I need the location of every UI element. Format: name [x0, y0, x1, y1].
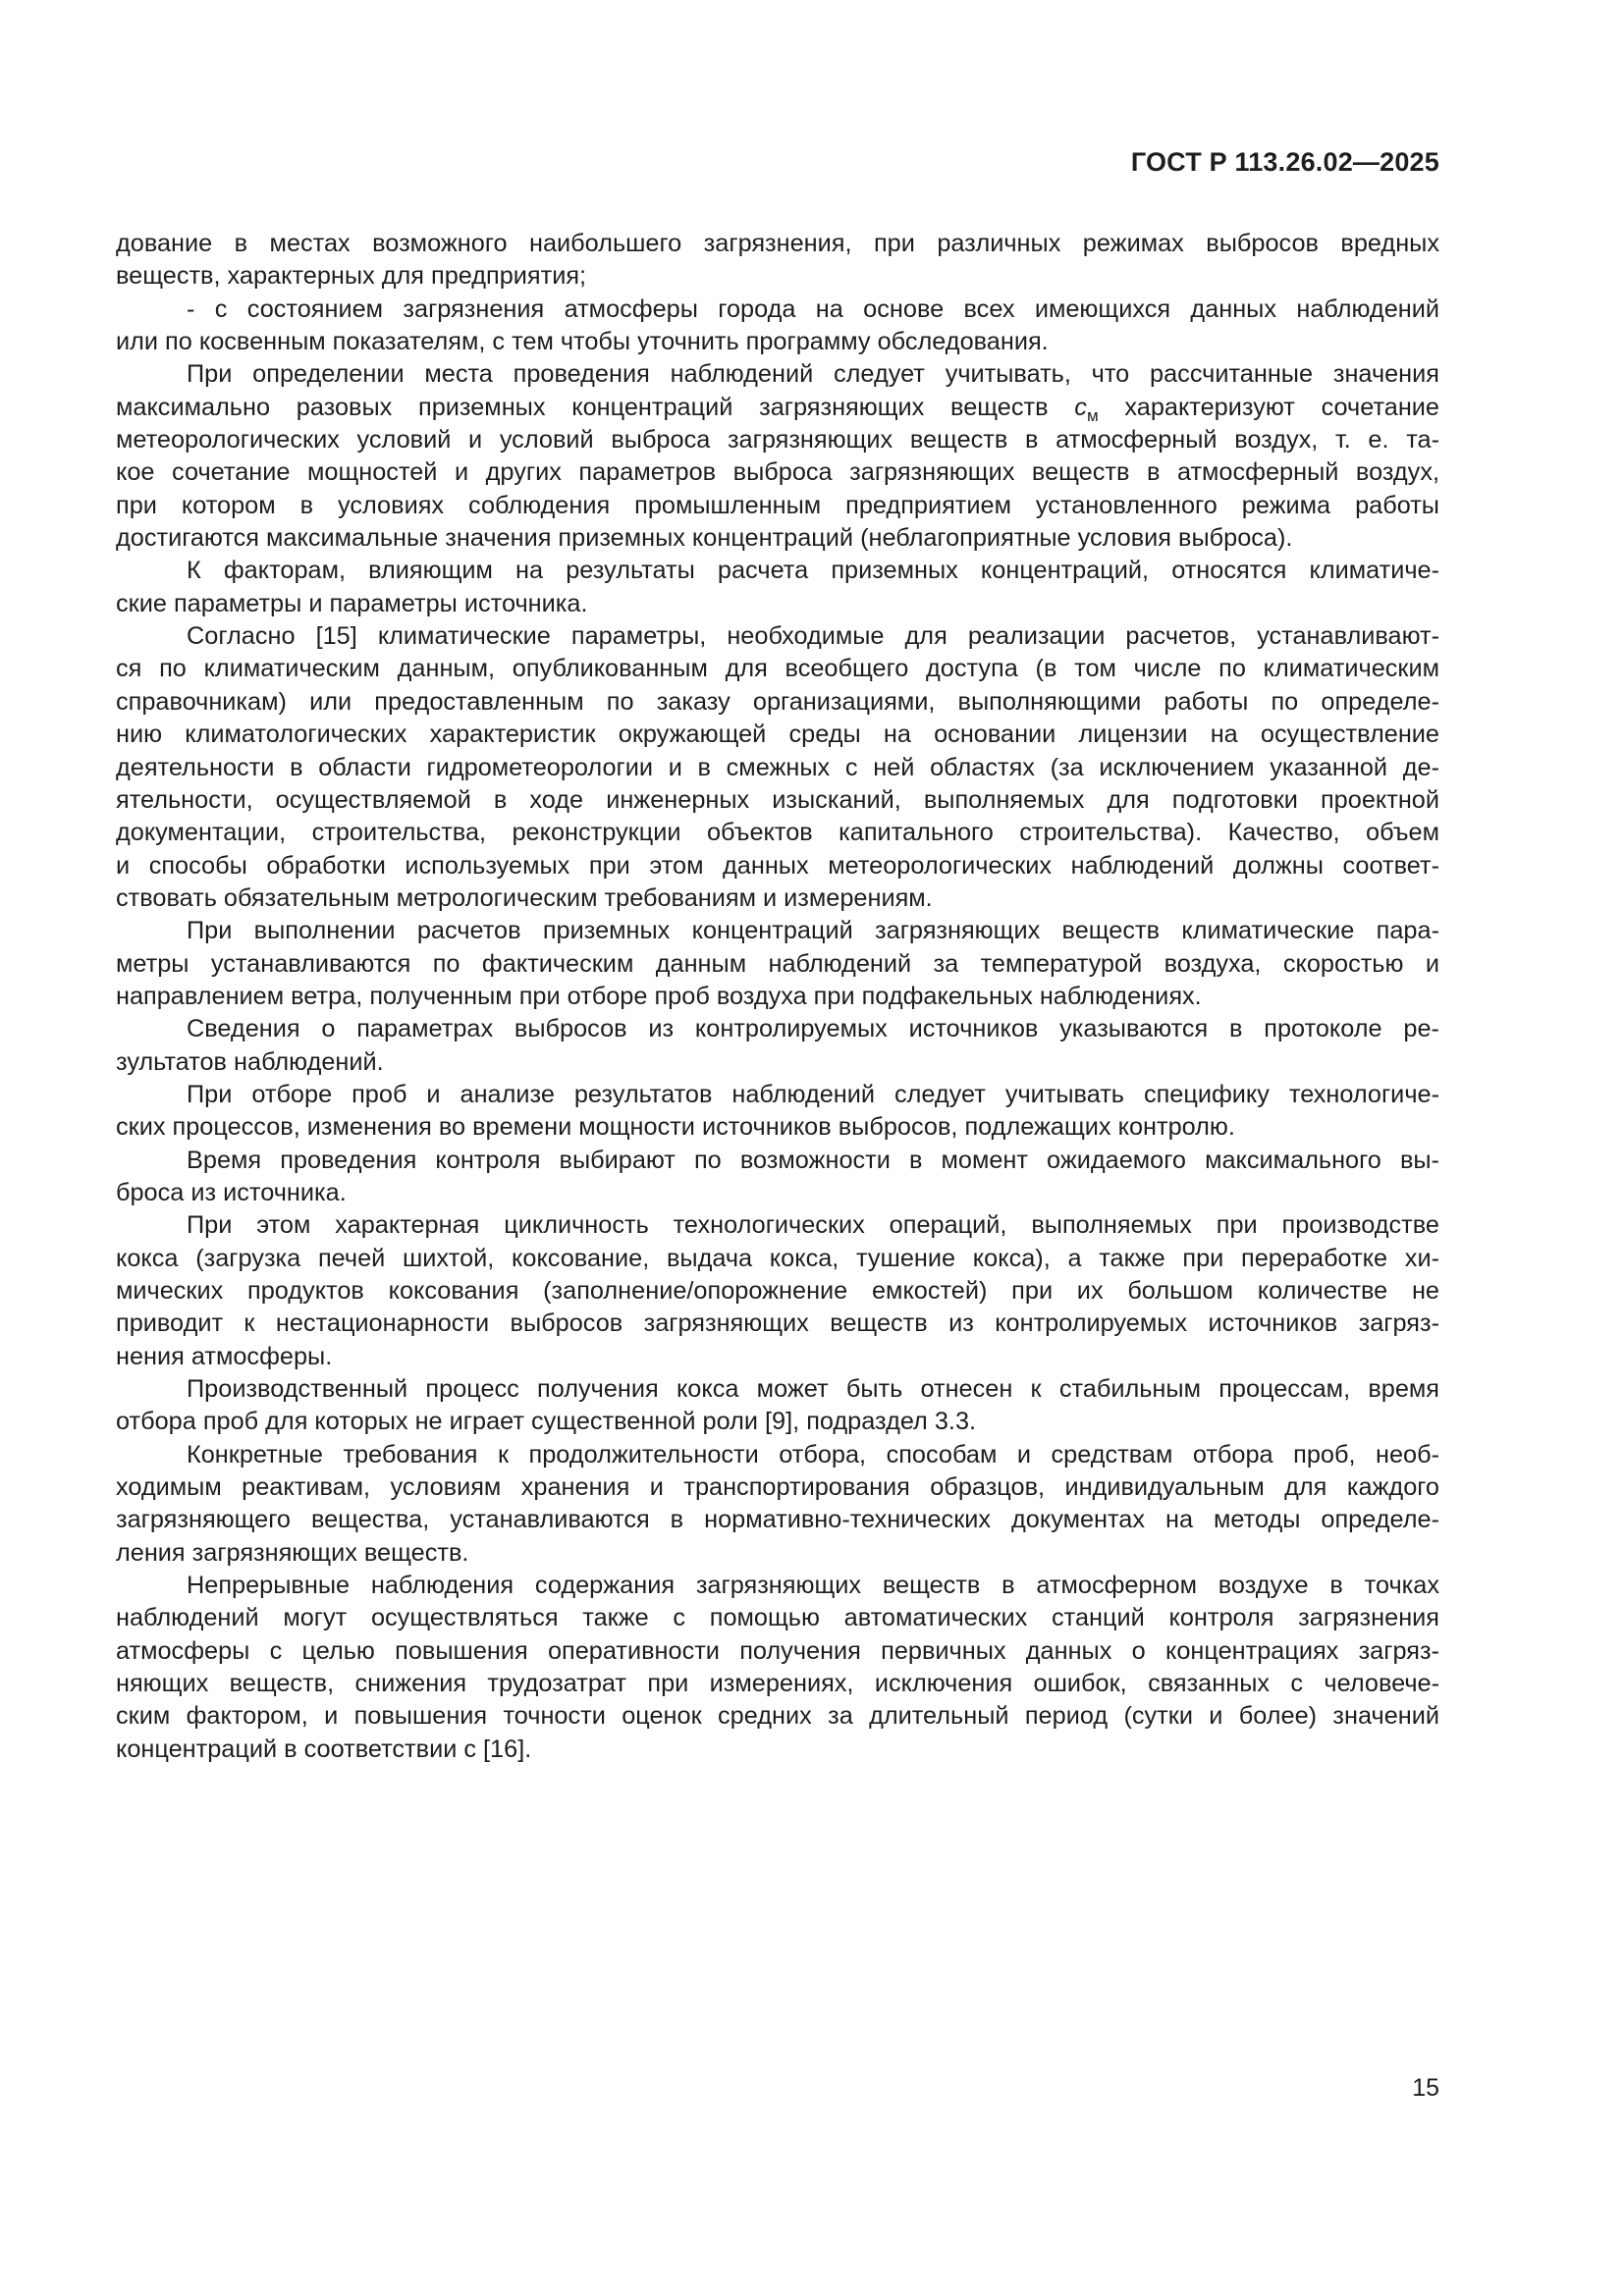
line-text: при котором в условиях соблюдения промышленным предприятием установленного режима работы — [116, 491, 1439, 519]
text-line — [116, 1635, 1439, 1668]
line-text: ским фактором, и повышения точности оценок средних за длительный период (сутки и более) значений — [116, 1702, 1439, 1731]
line-text: ятельности, осуществляемой в ходе инженерных изысканий, выполняемых для подготовки проектной — [116, 785, 1439, 814]
text-line — [116, 294, 1439, 326]
line-text: загрязняющего вещества, устанавливаются в нормативно-технических документах на методы определе- — [116, 1506, 1439, 1534]
body-text — [116, 228, 1439, 1766]
text-line — [116, 555, 1439, 587]
line-text: ствовать обязательным метрологическим требованиям и измерениям. — [116, 883, 933, 912]
line-text: ские параметры и параметры источника. — [116, 589, 588, 617]
paragraph — [116, 915, 1439, 1013]
line-text: концентраций в соответствии с [16]. — [116, 1735, 532, 1763]
line-text: и способы обработки используемых при этом данных метеорологических наблюдений должны соответ- — [116, 851, 1439, 880]
text-line — [116, 752, 1439, 784]
line-text: При этом характерная цикличность технологических операций, выполняемых при производстве — [187, 1211, 1439, 1240]
line-text: или по косвенным показателям, с тем чтобы уточнить программу обследования. — [116, 328, 1049, 356]
line-text: ходимым реактивам, условиям хранения и транспортирования образцов, индивидуальным для каждого — [116, 1473, 1439, 1502]
line-text: К факторам, влияющим на результаты расчета приземных концентраций, относятся климатиче- — [187, 557, 1439, 585]
paragraph — [116, 228, 1439, 294]
text-line — [116, 1373, 1439, 1406]
text-line — [116, 1406, 1439, 1438]
line-text: мических продуктов коксования (заполнение/опорожнение емкостей) при их большом количестве не — [116, 1277, 1439, 1305]
paragraph — [116, 1209, 1439, 1373]
line-text: метеорологических условий и условий выброса загрязняющих веществ в атмосферный воздух, т. е. та- — [116, 426, 1439, 454]
text-line — [116, 358, 1439, 391]
line-text: При выполнении расчетов приземных концентраций загрязняющих веществ климатические пара- — [187, 917, 1439, 945]
text-line — [116, 1046, 1439, 1079]
text-line — [116, 392, 1439, 424]
line-text: достигаются максимальные значения приземных концентраций (неблагоприятные условия выброса). — [116, 524, 1293, 553]
line-text: нения атмосферы. — [116, 1342, 333, 1370]
line-text: При отборе проб и анализе результатов наблюдений следует учитывать специфику технологиче- — [187, 1080, 1439, 1108]
text-line — [116, 948, 1439, 981]
text-line — [116, 1275, 1439, 1308]
text-line — [116, 1504, 1439, 1536]
line-text: Конкретные требования к продолжительности отбора, способам и средствам отбора проб, необ- — [187, 1440, 1439, 1468]
line-text: дование в местах возможного наибольшего загрязнения, при различных режимах выбросов вредных — [116, 230, 1439, 257]
line-text: характеризуют сочетание — [1098, 393, 1439, 421]
text-line — [116, 1177, 1439, 1209]
text-line — [116, 1013, 1439, 1045]
text-line — [116, 981, 1439, 1013]
line-text: максимально разовых приземных концентраций загрязняющих веществ — [116, 393, 1075, 421]
line-text: приводит к нестационарности выбросов загрязняющих веществ из контролируемых источников загряз- — [116, 1309, 1439, 1338]
text-line — [116, 1668, 1439, 1700]
text-line — [116, 784, 1439, 817]
paragraph — [116, 1439, 1439, 1570]
text-line — [116, 1209, 1439, 1242]
text-line — [116, 490, 1439, 522]
line-text: кокса (загрузка печей шихтой, коксование, выдача кокса, тушение кокса), а также при переработке хи- — [116, 1244, 1439, 1272]
text-line — [116, 228, 1439, 260]
line-text: ся по климатическим данным, опубликованным для всеобщего доступа (в том числе по климатическим — [116, 655, 1439, 683]
text-line — [116, 1111, 1439, 1144]
variable-symbol: c — [1074, 393, 1087, 421]
line-text: справочникам) или предоставленным по заказу организациями, выполняющими работы по определе- — [116, 687, 1439, 716]
text-line — [116, 456, 1439, 489]
line-text: Время проведения контроля выбирают по возможности в момент ожидаемого максимального вы- — [187, 1146, 1439, 1174]
line-text: атмосферы с целью повышения оперативности получения первичных данных о концентрациях загряз- — [116, 1636, 1439, 1665]
text-line — [116, 1145, 1439, 1177]
line-text: Сведения о параметрах выбросов из контролируемых источников указываются в протоколе ре- — [187, 1015, 1439, 1043]
line-text: документации, строительства, реконструкции объектов капитального строительства). Качество, объем — [116, 819, 1439, 847]
text-line — [116, 1734, 1439, 1766]
text-line — [116, 1243, 1439, 1275]
text-line — [116, 915, 1439, 947]
line-text: Согласно [15] климатические параметры, необходимые для реализации расчетов, устанавливают- — [187, 622, 1439, 651]
text-line — [116, 424, 1439, 456]
line-text: Непрерывные наблюдения содержания загрязняющих веществ в атмосферном воздухе в точках — [187, 1572, 1439, 1600]
paragraph — [116, 358, 1439, 555]
text-line — [116, 1471, 1439, 1504]
line-text: При определении места проведения наблюдений следует учитывать, что рассчитанные значения — [187, 360, 1439, 389]
text-line — [116, 719, 1439, 751]
text-line — [116, 326, 1439, 358]
text-line — [116, 817, 1439, 849]
text-line — [116, 1602, 1439, 1634]
paragraph — [116, 1013, 1439, 1079]
paragraph — [116, 1570, 1439, 1766]
line-text: кое сочетание мощностей и других параметров выброса загрязняющих веществ в атмосферный воздух, — [116, 458, 1439, 487]
line-text: деятельности в области гидрометеорологии и в смежных с ней областях (за исключением указанной де- — [116, 753, 1439, 781]
paragraph — [116, 620, 1439, 915]
line-text: Производственный процесс получения кокса может быть отнесен к стабильным процессам, время — [187, 1375, 1439, 1404]
line-text: - с состоянием загрязнения атмосферы города на основе всех имеющихся данных наблюдений — [187, 294, 1439, 323]
text-line — [116, 1570, 1439, 1602]
text-line — [116, 1341, 1439, 1373]
text-line — [116, 1537, 1439, 1570]
paragraph — [116, 294, 1439, 359]
text-line — [116, 260, 1439, 293]
text-line — [116, 1700, 1439, 1733]
line-text: ления загрязняющих веществ. — [116, 1538, 469, 1567]
variable-subscript: м — [1086, 405, 1099, 425]
text-line — [116, 686, 1439, 719]
line-text: зультатов наблюдений. — [116, 1047, 384, 1076]
text-line — [116, 588, 1439, 620]
paragraph — [116, 1373, 1439, 1439]
text-line — [116, 1439, 1439, 1471]
text-line — [116, 1079, 1439, 1111]
line-text: ских процессов, изменения во времени мощности источников выбросов, подлежащих контролю. — [116, 1113, 1235, 1142]
line-text: наблюдений могут осуществляться также с помощью автоматических станций контроля загрязнения — [116, 1604, 1439, 1632]
paragraph — [116, 1079, 1439, 1145]
page-number: 15 — [1412, 2074, 1439, 2102]
line-text: веществ, характерных для предприятия; — [116, 262, 587, 291]
text-line — [116, 522, 1439, 555]
line-text: нию климатологических характеристик окружающей среды на основании лицензии на осуществление — [116, 721, 1439, 749]
line-text: броса из источника. — [116, 1178, 347, 1206]
line-text: метры устанавливаются по фактическим данным наблюдений за температурой воздуха, скоростью и — [116, 949, 1439, 978]
document-header-id: ГОСТ Р 113.26.02—2025 — [1130, 147, 1439, 177]
text-line — [116, 653, 1439, 685]
line-text: направлением ветра, полученным при отборе проб воздуха при подфакельных наблюдениях. — [116, 982, 1202, 1010]
text-line — [116, 882, 1439, 915]
text-line — [116, 620, 1439, 653]
line-text: отбора проб для которых не играет существенной роли [9], подраздел 3.3. — [116, 1408, 977, 1436]
line-text: няющих веществ, снижения трудозатрат при измерениях, исключения ошибок, связанных с человече- — [116, 1670, 1439, 1698]
text-line — [116, 850, 1439, 882]
paragraph — [116, 555, 1439, 620]
text-line — [116, 1308, 1439, 1340]
paragraph — [116, 1145, 1439, 1210]
